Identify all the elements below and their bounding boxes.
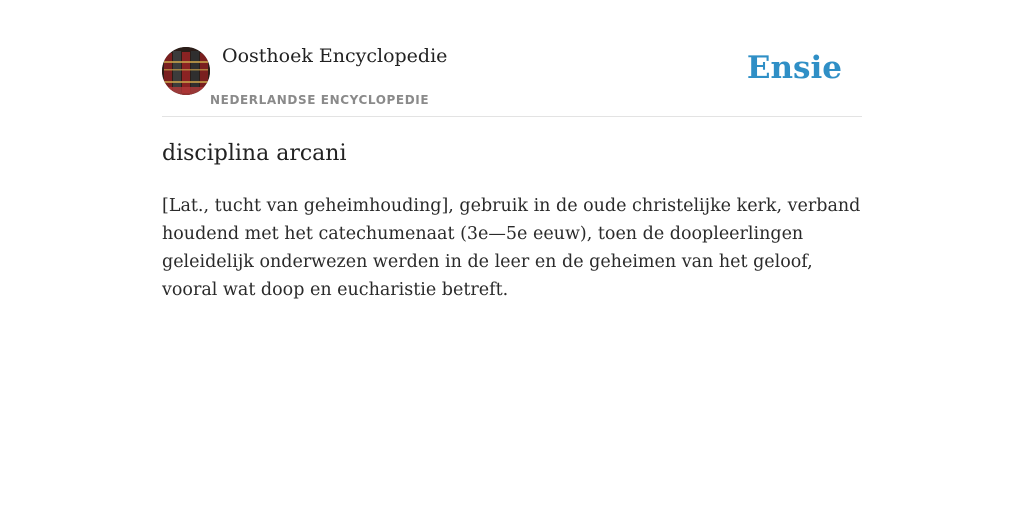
entry-content [162, 138, 862, 304]
header [162, 0, 862, 117]
ensie-logo[interactable]: Ensie [746, 50, 842, 86]
entry-title: disciplina arcani [162, 141, 347, 166]
source-avatar[interactable] [162, 47, 210, 95]
entry-body: [Lat., tucht van geheimhouding], gebruik in de oude christelijke kerk, verband houdend met het catechumenaat (3e—5e eeuw), toen de doopleerlingen geleidelijk onderwezen werden in de leer en de geheimen van het geloof, vooral wat doop en eucharistie betreft. [162, 196, 861, 300]
source-title[interactable]: Oosthoek Encyclopedie [222, 45, 448, 67]
book-spines-icon [162, 47, 210, 95]
source-subtitle: NEDERLANDSE ENCYCLOPEDIE [210, 93, 430, 107]
